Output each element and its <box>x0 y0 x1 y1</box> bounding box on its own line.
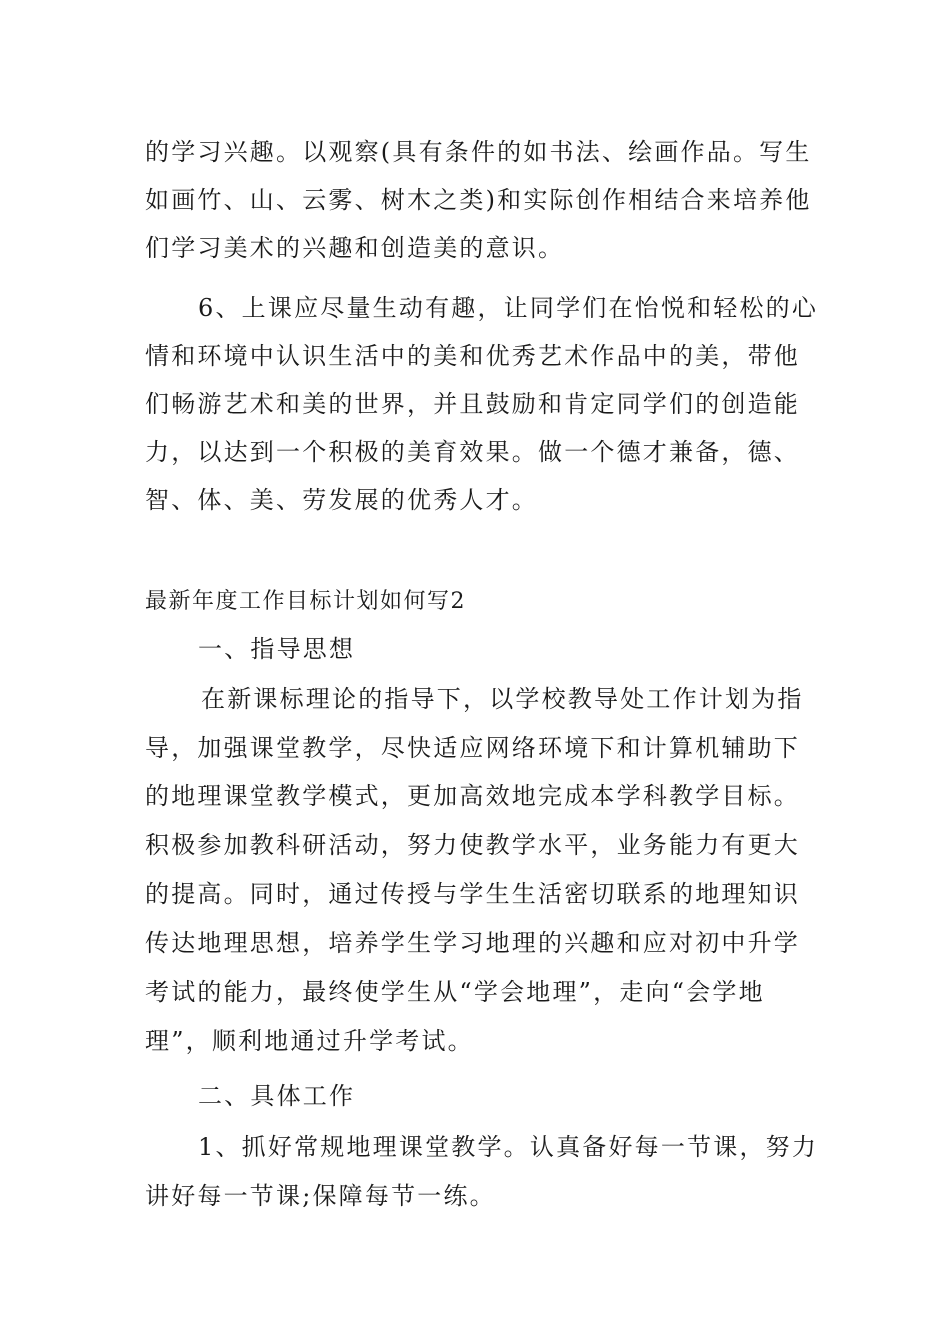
paragraph-line: 导，加强课堂教学，尽快适应网络环境下和计算机辅助下 <box>145 734 800 762</box>
paragraph-line: 的提高。同时，通过传授与学生生活密切联系的地理知识 <box>145 880 800 908</box>
paragraph-line: 理”，顺利地通过升学考试。 <box>145 1027 474 1055</box>
paragraph-line: 如画竹、山、云雾、树木之类)和实际创作相结合来培养他 <box>145 186 812 214</box>
paragraph-line: 积极参加教科研活动，努力使教学水平，业务能力有更大 <box>145 831 800 859</box>
paragraph-line: 的地理课堂教学模式，更加高效地完成本学科教学目标。 <box>145 782 800 810</box>
paragraph-line: 们学习美术的兴趣和创造美的意识。 <box>145 234 565 262</box>
paragraph-line: 1、抓好常规地理课堂教学。认真备好每一节课，努力 <box>198 1133 819 1161</box>
paragraph-line: 6、上课应尽量生动有趣，让同学们在怡悦和轻松的心 <box>198 294 819 322</box>
paragraph-line: 传达地理思想，培养学生学习地理的兴趣和应对初中升学 <box>145 929 800 957</box>
paragraph-line: 讲好每一节课;保障每节一练。 <box>145 1182 496 1210</box>
paragraph-line: 情和环境中认识生活中的美和优秀艺术作品中的美，带他 <box>145 342 800 370</box>
paragraph-line: 们畅游艺术和美的世界，并且鼓励和肯定同学们的创造能 <box>145 390 800 418</box>
section-title: 最新年度工作目标计划如何写2 <box>145 589 466 614</box>
paragraph-line: 力，以达到一个积极的美育效果。做一个德才兼备，德、 <box>145 438 800 466</box>
paragraph-line: 考试的能力，最终使学生从“学会地理”，走向“会学地 <box>145 978 765 1006</box>
paragraph-line: 智、体、美、劳发展的优秀人才。 <box>145 486 538 514</box>
section-heading: 一、指导思想 <box>198 635 356 663</box>
paragraph-line: 的学习兴趣。以观察(具有条件的如书法、绘画作品。写生 <box>145 138 812 166</box>
paragraph-line: 在新课标理论的指导下，以学校教导处工作计划为指 <box>201 685 804 713</box>
section-heading: 二、具体工作 <box>198 1082 356 1110</box>
